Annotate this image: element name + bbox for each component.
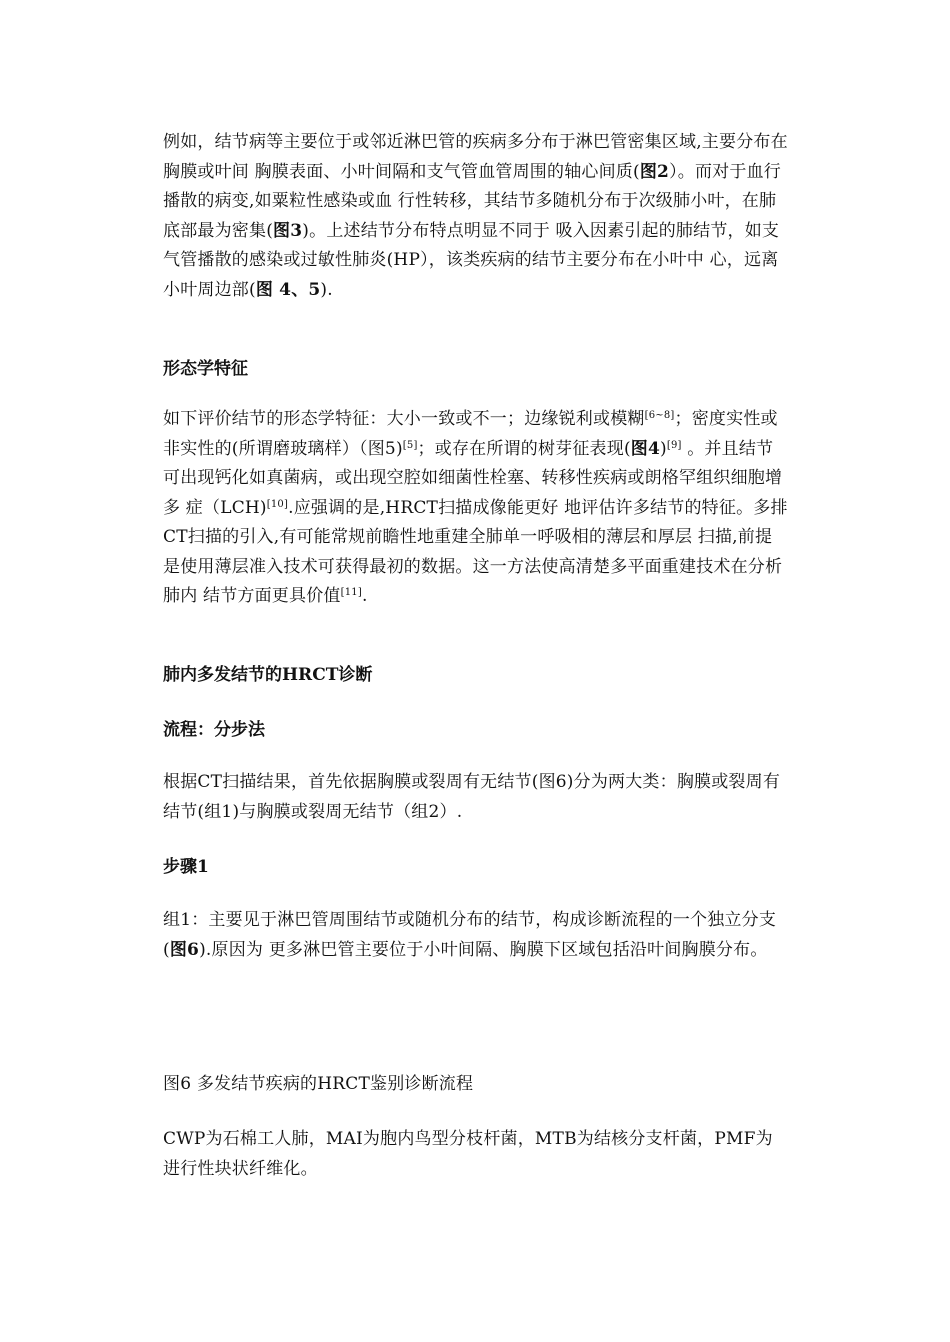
text: 组1：主要见于淋巴管周围结节或随机分布的结节，构成诊断流程的一个独立分支( — [163, 910, 777, 960]
note-text: CWP为石棉工人肺，MAI为胞内鸟型分枝杆菌，MTB为结核分支杆菌，PMF为进行性块状纤维化。 — [163, 1129, 773, 1179]
figure-ref: 图2 — [639, 161, 670, 182]
paragraph-classification — [163, 768, 788, 827]
caption-text: 图6 多发结节疾病的HRCT鉴别诊断流程 — [163, 1074, 474, 1094]
figure-note — [163, 1125, 788, 1184]
text: ) — [660, 438, 667, 459]
section-heading-step1: 步骤1 — [163, 857, 209, 877]
section-heading-morphology: 形态学特征 — [163, 359, 248, 379]
paragraph-group1 — [163, 906, 788, 965]
text: ). — [320, 279, 333, 300]
figure-caption — [163, 1070, 788, 1100]
text: ).原因为 更多淋巴管主要位于小叶间隔、胸膜下区域包括沿叶间胸膜分布。 — [199, 939, 768, 960]
paragraph-morphology — [163, 405, 788, 612]
section-heading-flow: 流程：分步法 — [163, 720, 265, 740]
paragraph-distribution — [163, 128, 788, 305]
citation: [10] — [266, 498, 289, 510]
text: 根据CT扫描结果，首先依据胸膜或裂周有无结节(图6)分为两大类：胸膜或裂周有结节(组1)与胸膜或裂周无结节（组2）. — [163, 772, 781, 822]
text: ）。而对于血行播散的病变,如粟粒性感染或血 行性转移，其结节多随机分布于次级肺小叶，在肺底部最为密集( — [163, 161, 781, 241]
text: ；或存在所谓的树芽征表现( — [417, 438, 631, 459]
text: 例如，结节病等主要位于或邻近淋巴管的疾病多分布于淋巴管密集区域,主要分布在胸膜或叶间 胸膜表面、小叶间隔和支气管血管周围的轴心间质( — [163, 132, 788, 182]
figure-ref: 图6 — [169, 939, 200, 960]
text: .应强调的是,HRCT扫描成像能更好 地评估许多结节的特征。多排CT扫描的引入,有可能常规前瞻性地重建全肺单一呼吸相的薄层和厚层 扫描,前提是使用薄层准入技术可获得最初的数据。这一方法使高清楚多平面重建技术在分析肺内 结节方面更具价值 — [163, 497, 788, 606]
text: ；密度实性或非实性的(所谓磨玻璃样）（图5) — [163, 409, 778, 459]
section-heading-diagnosis: 肺内多发结节的HRCT诊断 — [163, 665, 373, 685]
citation: [11] — [340, 587, 362, 598]
citation: [9] — [666, 439, 682, 451]
text: 如下评价结节的形态学特征：大小一致或不一；边缘锐利或模糊 — [163, 409, 645, 429]
figure-ref: 图4 — [630, 438, 661, 459]
text: . — [361, 586, 368, 606]
citation: [6~8] — [644, 410, 675, 421]
text: 。并且结节可出现钙化如真菌病，或出现空腔如细菌性栓塞、转移性疾病或朗格罕组织细胞增多 症（LCH) — [163, 438, 783, 518]
figure-ref: 图 4、5 — [255, 279, 321, 300]
citation: [5] — [402, 439, 418, 451]
figure-ref: 图3 — [273, 220, 303, 241]
text: )。上述结节分布特点明显不同于 吸入因素引起的肺结节，如支气管播散的感染或过敏性肺炎(HP），该类疾病的结节主要分布在小叶中 心，远离小叶周边部( — [163, 220, 780, 300]
